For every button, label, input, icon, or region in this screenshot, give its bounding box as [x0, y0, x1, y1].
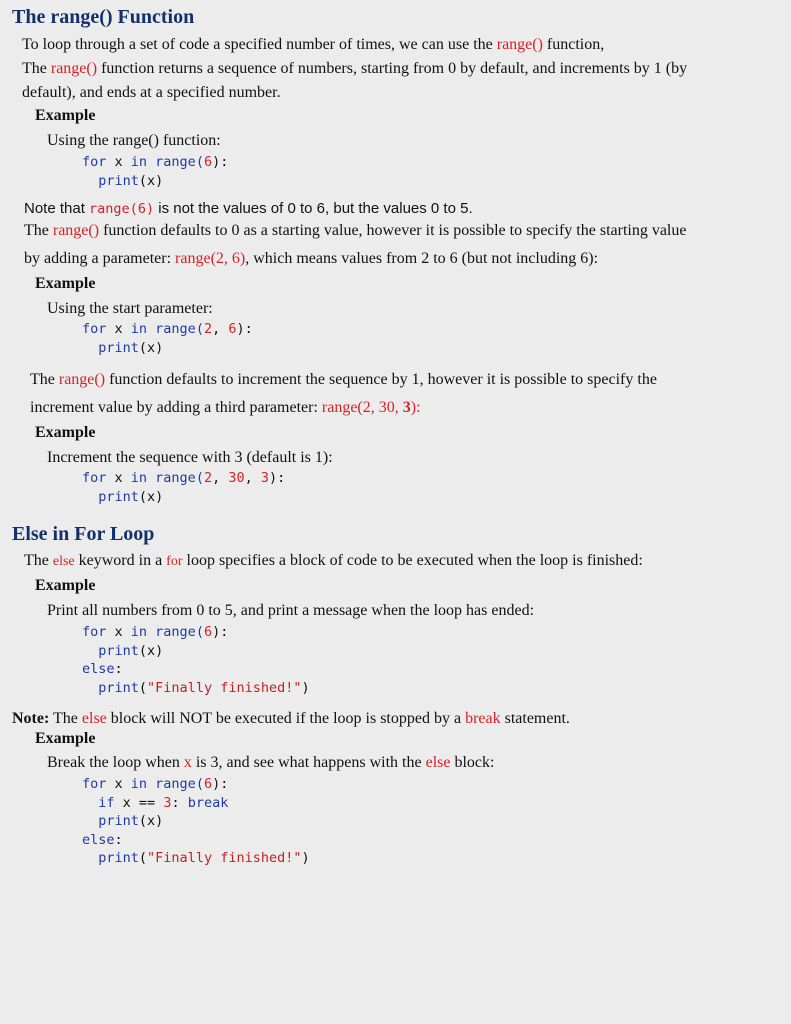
example-label: Example — [35, 577, 96, 594]
t: x — [106, 624, 131, 640]
code-block-break — [82, 775, 310, 868]
example-description — [47, 753, 494, 773]
text: loop specifies a block of code to be executed when the loop is finished: — [182, 552, 643, 569]
t: ( — [138, 679, 148, 696]
num: 6 — [203, 776, 213, 792]
inline-code: for — [166, 554, 183, 569]
code-block-range6 — [82, 153, 228, 190]
paragraph-increment-2 — [30, 398, 421, 418]
t: x — [106, 154, 131, 170]
note-range6 — [24, 200, 473, 217]
t: ): — [212, 624, 229, 640]
text: The — [49, 710, 82, 727]
num: 6 — [203, 624, 213, 640]
str: "Finally finished!" — [147, 850, 302, 866]
t: : — [171, 794, 180, 811]
paragraph-start-2 — [24, 249, 598, 269]
example-label: Example — [35, 275, 96, 292]
inline-code: else — [81, 710, 107, 727]
inline-code: else — [52, 554, 75, 569]
t: x — [106, 470, 131, 486]
kw: for — [82, 624, 107, 640]
kw: for — [82, 470, 107, 486]
kw: else — [82, 831, 115, 848]
fn: print — [98, 339, 139, 356]
inline-code: 3 — [402, 399, 411, 416]
t: (x) — [138, 339, 164, 356]
t: x == — [114, 794, 164, 811]
t: (x) — [138, 642, 164, 659]
t: : — [114, 661, 123, 677]
kw: in — [130, 470, 148, 486]
paragraph-else — [24, 551, 643, 572]
example-label: Example — [35, 107, 96, 124]
t: x — [106, 776, 131, 792]
note-else-break — [12, 709, 570, 729]
text: is not the values of 0 to 6, but the values 0 to 5. — [154, 200, 473, 217]
inline-code: range() — [496, 36, 543, 53]
example-description: Print all numbers from 0 to 5, and print a message when the loop has ended: — [47, 602, 535, 619]
example-label: Example — [35, 730, 96, 747]
text: keyword in a — [74, 552, 167, 569]
note-label: Note: — [12, 710, 50, 727]
inline-code: x — [183, 754, 192, 771]
text: The — [22, 60, 51, 77]
t: ) — [301, 679, 310, 696]
num: 3 — [260, 470, 270, 486]
example-description: Using the start parameter: — [47, 300, 213, 317]
kw: for — [82, 776, 107, 792]
kw: in — [130, 776, 148, 792]
t: ): — [269, 470, 286, 486]
text: by adding a parameter: — [24, 250, 176, 267]
t: , — [244, 470, 261, 486]
kw: break — [187, 794, 229, 811]
text: is 3, and see what happens with the — [191, 754, 426, 771]
t: (x) — [138, 813, 164, 829]
text: , which means values from 2 to 6 (but not including 6): — [245, 250, 599, 267]
kw: in — [130, 321, 148, 337]
paragraph-start-1 — [24, 221, 686, 241]
paragraph-intro-3: default), and ends at a specified number. — [22, 84, 281, 101]
section-title-else: Else in For Loop — [12, 523, 155, 545]
num: 2 — [203, 470, 213, 486]
fn: print — [98, 172, 139, 189]
kw: if — [98, 794, 115, 811]
inline-code: range() — [52, 222, 100, 239]
text: function defaults to 0 as a starting value, however it is possible to specify the starting value — [99, 222, 687, 239]
kw: in — [130, 624, 148, 640]
t: range( — [147, 470, 204, 486]
inline-code: range(2, 6) — [175, 250, 246, 267]
kw: for — [82, 154, 107, 170]
t: x — [106, 321, 131, 337]
num: 6 — [228, 321, 237, 337]
t: (x) — [138, 488, 164, 505]
kw: in — [130, 154, 148, 170]
kw: else — [82, 661, 115, 677]
code-block-range2-6 — [82, 320, 253, 357]
text: block: — [450, 754, 495, 771]
text: function returns a sequence of numbers, starting from 0 by default, and increments by 1 (by — [97, 60, 688, 77]
inline-code: ): — [410, 399, 421, 416]
kw: for — [82, 321, 107, 337]
text: To loop through a set of code a specified number of times, we can use the — [22, 36, 497, 53]
inline-code: range() — [50, 60, 98, 77]
text: The — [24, 222, 53, 239]
t: range( — [147, 321, 204, 337]
text: block will NOT be executed if the loop is stopped by a — [106, 710, 466, 727]
num: 30 — [228, 470, 245, 486]
paragraph-intro-1 — [22, 35, 604, 55]
section-title-range: The range() Function — [12, 6, 195, 28]
inline-code: else — [425, 754, 451, 771]
example-description: Increment the sequence with 3 (default is 1): — [47, 449, 333, 466]
num: 6 — [203, 154, 213, 170]
text: Note that — [24, 200, 90, 217]
num: 3 — [163, 794, 172, 811]
paragraph-intro-2 — [22, 59, 687, 79]
text: The — [30, 371, 59, 388]
inline-code: range(6) — [89, 201, 155, 217]
t: : — [114, 831, 123, 848]
fn: print — [98, 813, 139, 829]
t: range( — [147, 624, 204, 640]
text: increment value by adding a third parameter: — [30, 399, 322, 416]
num: 2 — [203, 321, 213, 337]
t: , — [212, 321, 229, 337]
inline-code: break — [465, 710, 501, 727]
text: statement. — [500, 710, 570, 727]
fn: print — [98, 642, 139, 659]
code-block-for-else — [82, 623, 310, 697]
t: range( — [147, 776, 204, 792]
t: range( — [147, 154, 204, 170]
t: ) — [301, 850, 310, 866]
text: function defaults to increment the sequence by 1, however it is possible to specify the — [105, 371, 657, 388]
text: Break the loop when — [47, 754, 184, 771]
inline-code: range(2, 30, — [321, 399, 403, 416]
fn: print — [98, 488, 139, 505]
t: ): — [212, 154, 229, 170]
paragraph-increment-1 — [30, 370, 657, 390]
t: ( — [138, 850, 148, 866]
text: The — [24, 552, 53, 569]
text: function, — [542, 36, 605, 53]
fn: print — [98, 850, 139, 866]
inline-code: range() — [58, 371, 106, 388]
fn: print — [98, 679, 139, 696]
t: , — [212, 470, 229, 486]
example-description: Using the range() function: — [47, 132, 221, 149]
str: "Finally finished!" — [147, 679, 302, 696]
t: ): — [212, 776, 229, 792]
code-block-range2-30-3 — [82, 469, 285, 506]
example-label: Example — [35, 424, 96, 441]
t: (x) — [138, 172, 164, 189]
t: ): — [236, 321, 253, 337]
